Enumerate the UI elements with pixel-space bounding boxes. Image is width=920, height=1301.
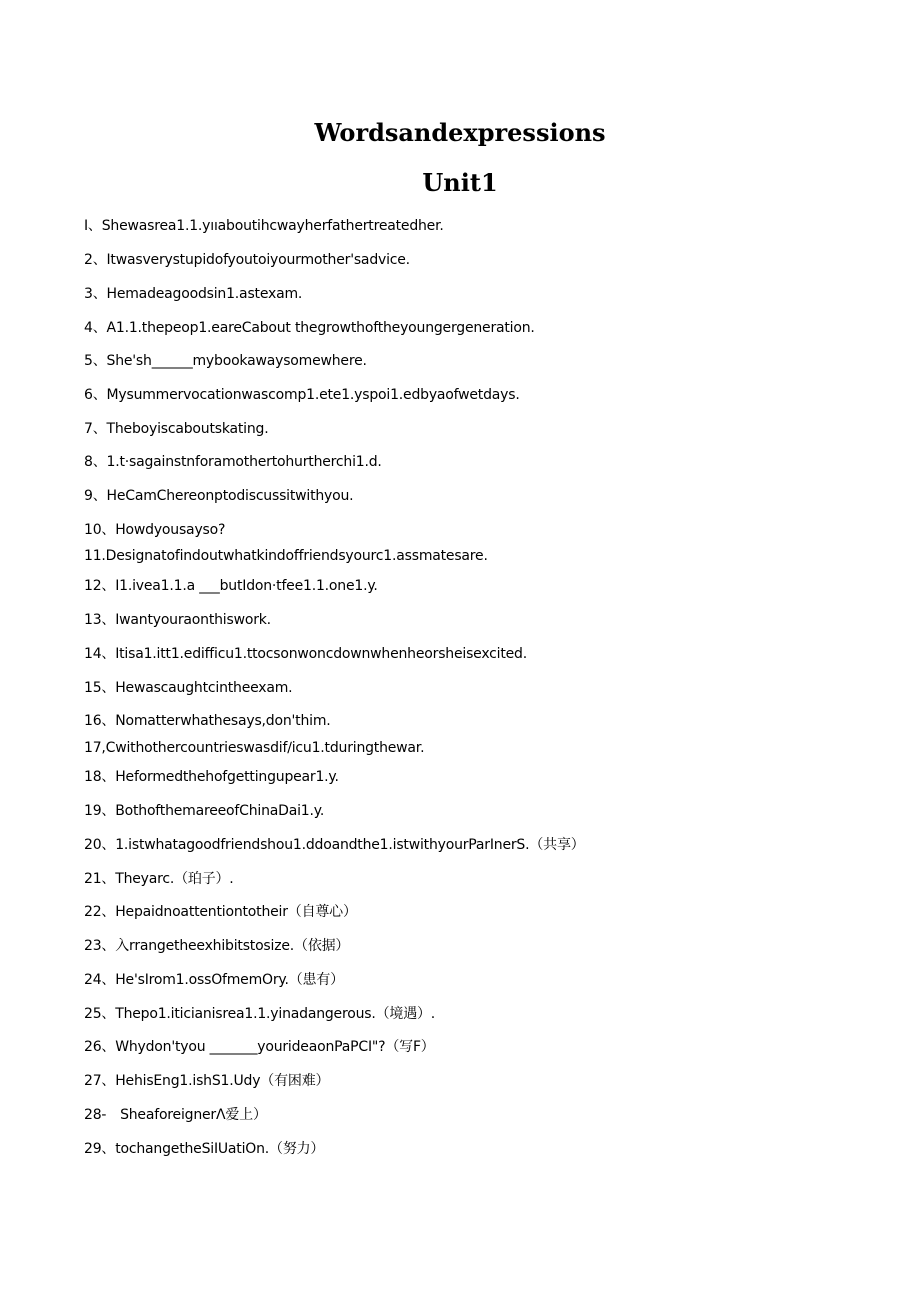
- exercise-item-24: 24、He'sIrom1.ossOfmemOry.（患有）: [84, 972, 344, 988]
- exercise-item-19: 19、BothofthemareeofChinaDai1.y.: [84, 803, 325, 819]
- exercise-item-22: 22、Hepaidnoattentiontotheir（自尊心）: [84, 904, 357, 920]
- exercise-item-16: 16、Nomatterwhathesays,don'thim.: [84, 713, 331, 729]
- exercise-item-8: 8、1.t·sagainstnforamothertohurtherchi1.d.: [84, 454, 382, 470]
- exercise-item-4: 4、A1.1.thepeop1.eareCabout thegrowthoftheyoungergeneration.: [84, 320, 535, 336]
- exercise-item-29: 29、tochangetheSiIUatiOn.（努力）: [84, 1141, 325, 1157]
- exercise-item-3: 3、Hemadeagoodsin1.astexam.: [84, 286, 303, 302]
- exercise-item-2: 2、Itwasverystupidofyoutoiyourmother'sadvice.: [84, 252, 410, 268]
- exercise-item-12: 12、I1.ivea1.1.a ___butIdon·tfee1.1.one1.y.: [84, 578, 378, 594]
- exercise-list: [84, 0, 844, 1301]
- exercise-item-9: 9、HeCamChereonptodiscussitwithyou.: [84, 488, 354, 504]
- exercise-item-6: 6、Mysummervocationwascomp1.ete1.yspoi1.edbyaofwetdays.: [84, 387, 520, 403]
- unit-heading: Unit1: [422, 168, 498, 197]
- exercise-item-1: I、Shewasrea1.1.yııaboutihcwayherfathertreatedher.: [84, 218, 444, 234]
- exercise-item-27: 27、HehisEng1.ishS1.Udy（有困难）: [84, 1073, 330, 1089]
- exercise-item-13: 13、Iwantyouraonthiswork.: [84, 612, 271, 628]
- exercise-item-25: 25、Thepo1.iticianisrea1.1.yinadangerous.（境遇）.: [84, 1006, 436, 1022]
- page-title: Wordsandexpressions: [314, 118, 606, 147]
- exercise-item-26: 26、Whydon'tyou _______yourideaonPaPCI"?（写F）: [84, 1039, 435, 1055]
- exercise-item-14: 14、Itisa1.itt1.edifficu1.ttocsonwoncdownwhenheorsheisexcited.: [84, 646, 527, 662]
- exercise-item-11: 11.Designatofindoutwhatkindoffriendsyourc1.assmatesare.: [84, 548, 488, 564]
- exercise-item-5: 5、She'sh______mybookawaysomewhere.: [84, 353, 367, 369]
- exercise-item-10: 10、Howdyousayso?: [84, 522, 226, 538]
- exercise-item-15: 15、Hewascaughtcintheexam.: [84, 680, 293, 696]
- exercise-item-21: 21、Theyarc.（珀子）.: [84, 871, 234, 887]
- exercise-item-23: 23、入rrangetheexhibitstosize.（依据）: [84, 938, 350, 954]
- exercise-item-28: 28- SheaforeignerΛ爱上）: [84, 1107, 267, 1123]
- exercise-item-18: 18、Heformedthehofgettingupear1.y.: [84, 769, 339, 785]
- exercise-item-17: 17,Cwithothercountrieswasdif∕icu1.tduringthewar.: [84, 740, 425, 756]
- exercise-item-20: 20、1.istwhatagoodfriendshou1.ddoandthe1.istwithyourParInerS.（共享）: [84, 837, 585, 853]
- exercise-item-7: 7、Theboyiscaboutskating.: [84, 421, 269, 437]
